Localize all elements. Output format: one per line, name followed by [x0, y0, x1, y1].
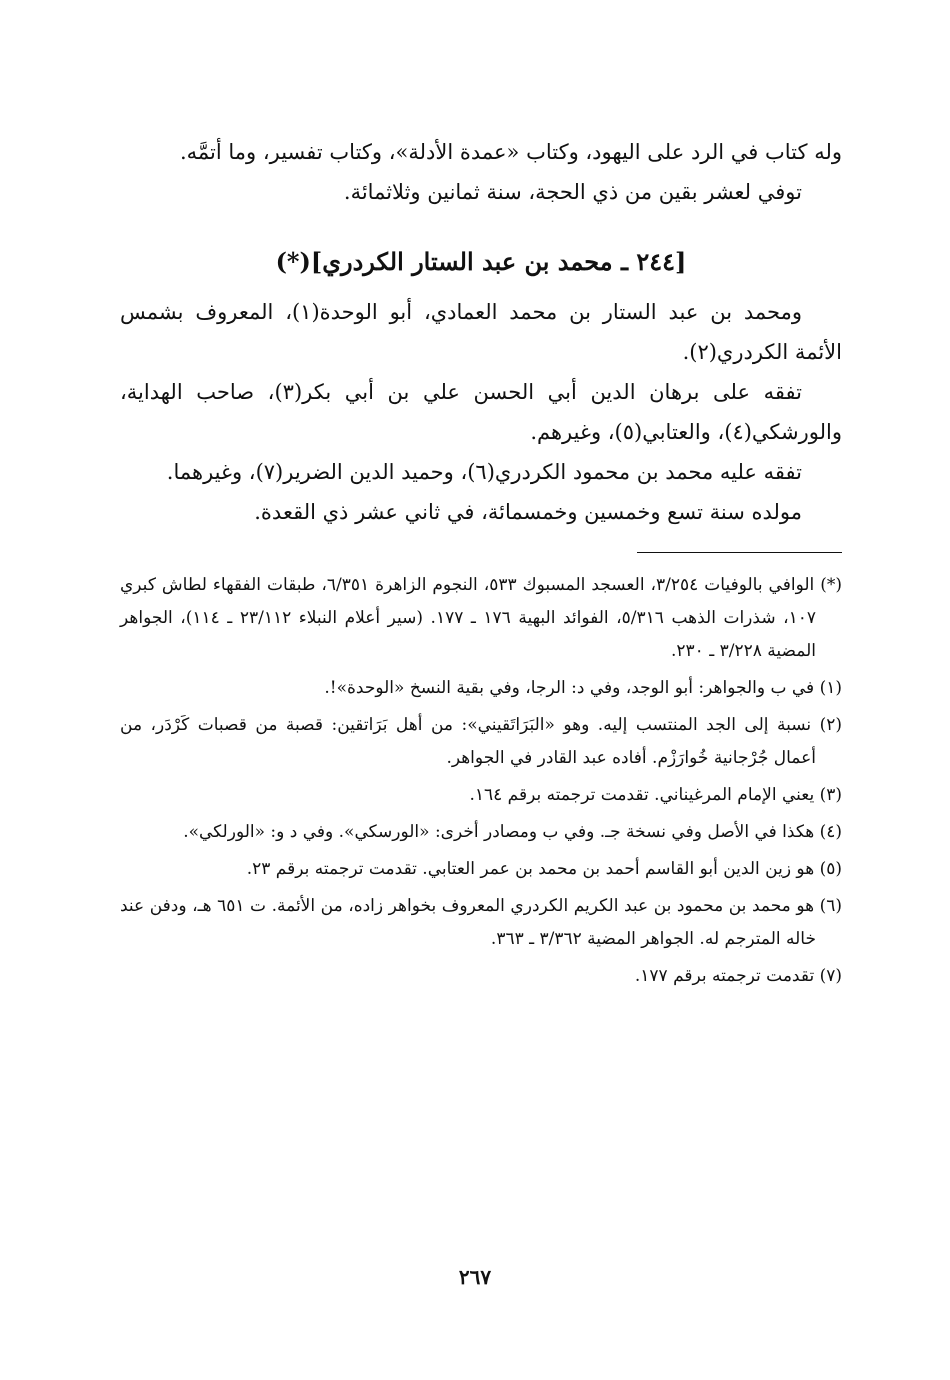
entry-paragraph-teachers: تفقه على برهان الدين أبي الحسن علي بن أبي بكر(٣)، صاحب الهداية، والورشكي(٤)، والعتابي(٥)، وغيرهم.	[120, 380, 842, 444]
main-text	[120, 132, 842, 532]
entry-heading: [٢٤٤ ـ محمد بن عبد الستار الكردري](*)	[275, 247, 687, 276]
footnote-4: (٤) هكذا في الأصل وفي نسخة جـ. وفي ب ومصادر أخرى: «الورسكي». وفي د و: «الورلكي».	[183, 822, 842, 842]
footnote-6: (٦) هو محمد بن محمود بن عبد الكريم الكردري المعروف بخواهر زاده، من الأئمة. ت ٦٥١ هـ، ودفن عند خاله المترجم له. الجواهر المضية ٣/٣٦٢ ـ ٣٦٣.	[120, 896, 843, 949]
entry-paragraph-students: تفقه عليه محمد بن محمود الكردري(٦)، وحميد الدين الضرير(٧)، وغيرهما.	[166, 460, 802, 484]
footnote-1: (١) في ب والجواهر: أبو الوجد، وفي د: الرجا، وفي بقية النسخ «الوحدة»!.	[324, 678, 842, 698]
intro-paragraph-books: وله كتاب في الرد على اليهود، وكتاب «عمدة الأدلة»، وكتاب تفسير، وما أتمَّه.	[179, 140, 842, 164]
entry-paragraph-birth: مولده سنة تسع وخمسين وخمسمائة، في ثاني عشر ذي القعدة.	[254, 500, 802, 524]
footnote-3: (٣) يعني الإمام المرغيناني. تقدمت ترجمته برقم ١٦٤.	[469, 785, 842, 805]
footnote-7: (٧) تقدمت ترجمته برقم ١٧٧.	[634, 966, 842, 986]
intro-paragraph-death: توفي لعشر بقين من ذي الحجة، سنة ثمانين وثلاثمائة.	[343, 180, 802, 204]
footnote-5: (٥) هو زين الدين أبو القاسم أحمد بن محمد بن عمر العتابي. تقدمت ترجمته برقم ٢٣.	[246, 859, 842, 879]
footnote-sources: (*) الوافي بالوفيات ٣/٢٥٤، العسجد المسبوك ٥٣٣، النجوم الزاهرة ٦/٣٥١، طبقات الفقهاء لطاش كبري ١٠٧، شذرات الذهب ٥/٣١٦، الفوائد البهية ١٧٦ ـ ١٧٧. (سير أعلام النبلاء ٢٣/١١٢ ـ ١١٤)، الجواهر المضية ٣/٢٢٨ ـ ٢٣٠.	[120, 575, 842, 661]
footnote-separator	[637, 552, 842, 553]
page-number: ٢٦٧	[458, 1265, 492, 1289]
footnotes	[120, 569, 842, 993]
entry-paragraph-name: ومحمد بن عبد الستار بن محمد العمادي، أبو الوحدة(١)، المعروف بشمس الأئمة الكردري(٢).	[120, 300, 842, 364]
footnote-2: (٢) نسبة إلى الجد المنتسب إليه. وهو «البَرَاتَقيني»: من أهل بَرَاتقين: قصبة من قصبات كَرْدَر، من أعمال جُرْجانية خُوارَزْم. أفاده عبد القادر في الجواهر.	[120, 715, 842, 768]
